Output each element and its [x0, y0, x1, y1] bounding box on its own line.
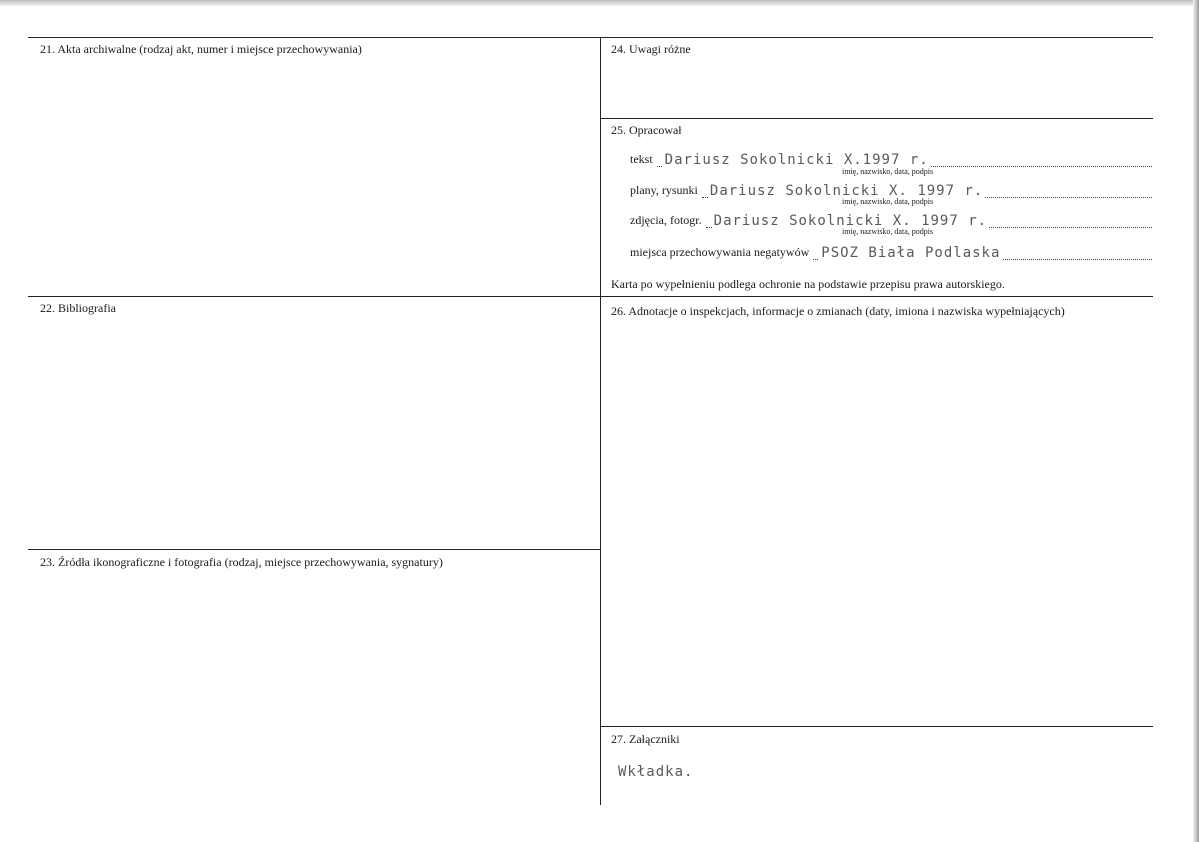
tekst-row [630, 150, 1152, 167]
negatywy-label: miejsca przechowywania negatywów [630, 245, 810, 259]
section-24-uwagi-rozne-label: 24. Uwagi różne [611, 42, 691, 56]
negatywy-field[interactable] [813, 243, 1152, 260]
section-22-bibliografia-label: 22. Bibliografia [40, 301, 116, 315]
divider-22-23 [28, 549, 600, 550]
section-27-zalaczniki-label: 27. Załączniki [611, 732, 680, 746]
plany-rysunki-row [630, 181, 1152, 198]
divider-24-25 [601, 118, 1153, 119]
zdjecia-fotogr-label: zdjęcia, fotogr. [630, 213, 702, 227]
plany-rysunki-label: plany, rysunki [630, 183, 698, 197]
section-26-adnotacje-label: 26. Adnotacje o inspekcjach, informacje o zmianach (daty, imiona i nazwiska wypełniających) [611, 304, 1065, 318]
zalaczniki-value: Wkładka. [618, 764, 694, 780]
negatywy-value: PSOZ Biała Podlaska [821, 245, 1001, 261]
page-edge-right [1193, 0, 1199, 842]
center-divider-line [600, 37, 601, 805]
negatywy-row [630, 243, 1152, 260]
zdjecia-fotogr-field[interactable] [706, 211, 1152, 228]
plany-rysunki-value: Dariusz Sokolnicki X. 1997 r. [709, 183, 984, 199]
plany-rysunki-field[interactable] [702, 181, 1152, 198]
tekst-caption: imię, nazwisko, data, podpis [842, 167, 934, 176]
tekst-label: tekst [630, 152, 653, 166]
section-21-akta-archiwalne-label: 21. Akta archiwalne (rodzaj akt, numer i miejsce przechowywania) [40, 42, 362, 56]
section-23-zrodla-ikonograficzne-label: 23. Źródła ikonograficzne i fotografia (rodzaj, miejsce przechowywania, sygnatury) [40, 555, 443, 569]
copyright-note: Karta po wypełnieniu podlega ochronie na podstawie przepisu prawa autorskiego. [611, 277, 1005, 291]
section-25-opracowal-label: 25. Opracował [611, 123, 682, 137]
top-border-line [28, 37, 1153, 38]
divider-21-22-25-26 [28, 296, 1153, 297]
zdjecia-fotogr-caption: imię, nazwisko, data, podpis [842, 227, 934, 236]
zdjecia-fotogr-row [630, 211, 1152, 228]
tekst-field[interactable] [657, 150, 1152, 167]
page-edge-top [0, 0, 1199, 6]
divider-26-27 [601, 726, 1153, 727]
tekst-value: Dariusz Sokolnicki X.1997 r. [664, 152, 929, 168]
plany-rysunki-caption: imię, nazwisko, data, podpis [842, 197, 934, 206]
zdjecia-fotogr-value: Dariusz Sokolnicki X. 1997 r. [713, 213, 988, 229]
